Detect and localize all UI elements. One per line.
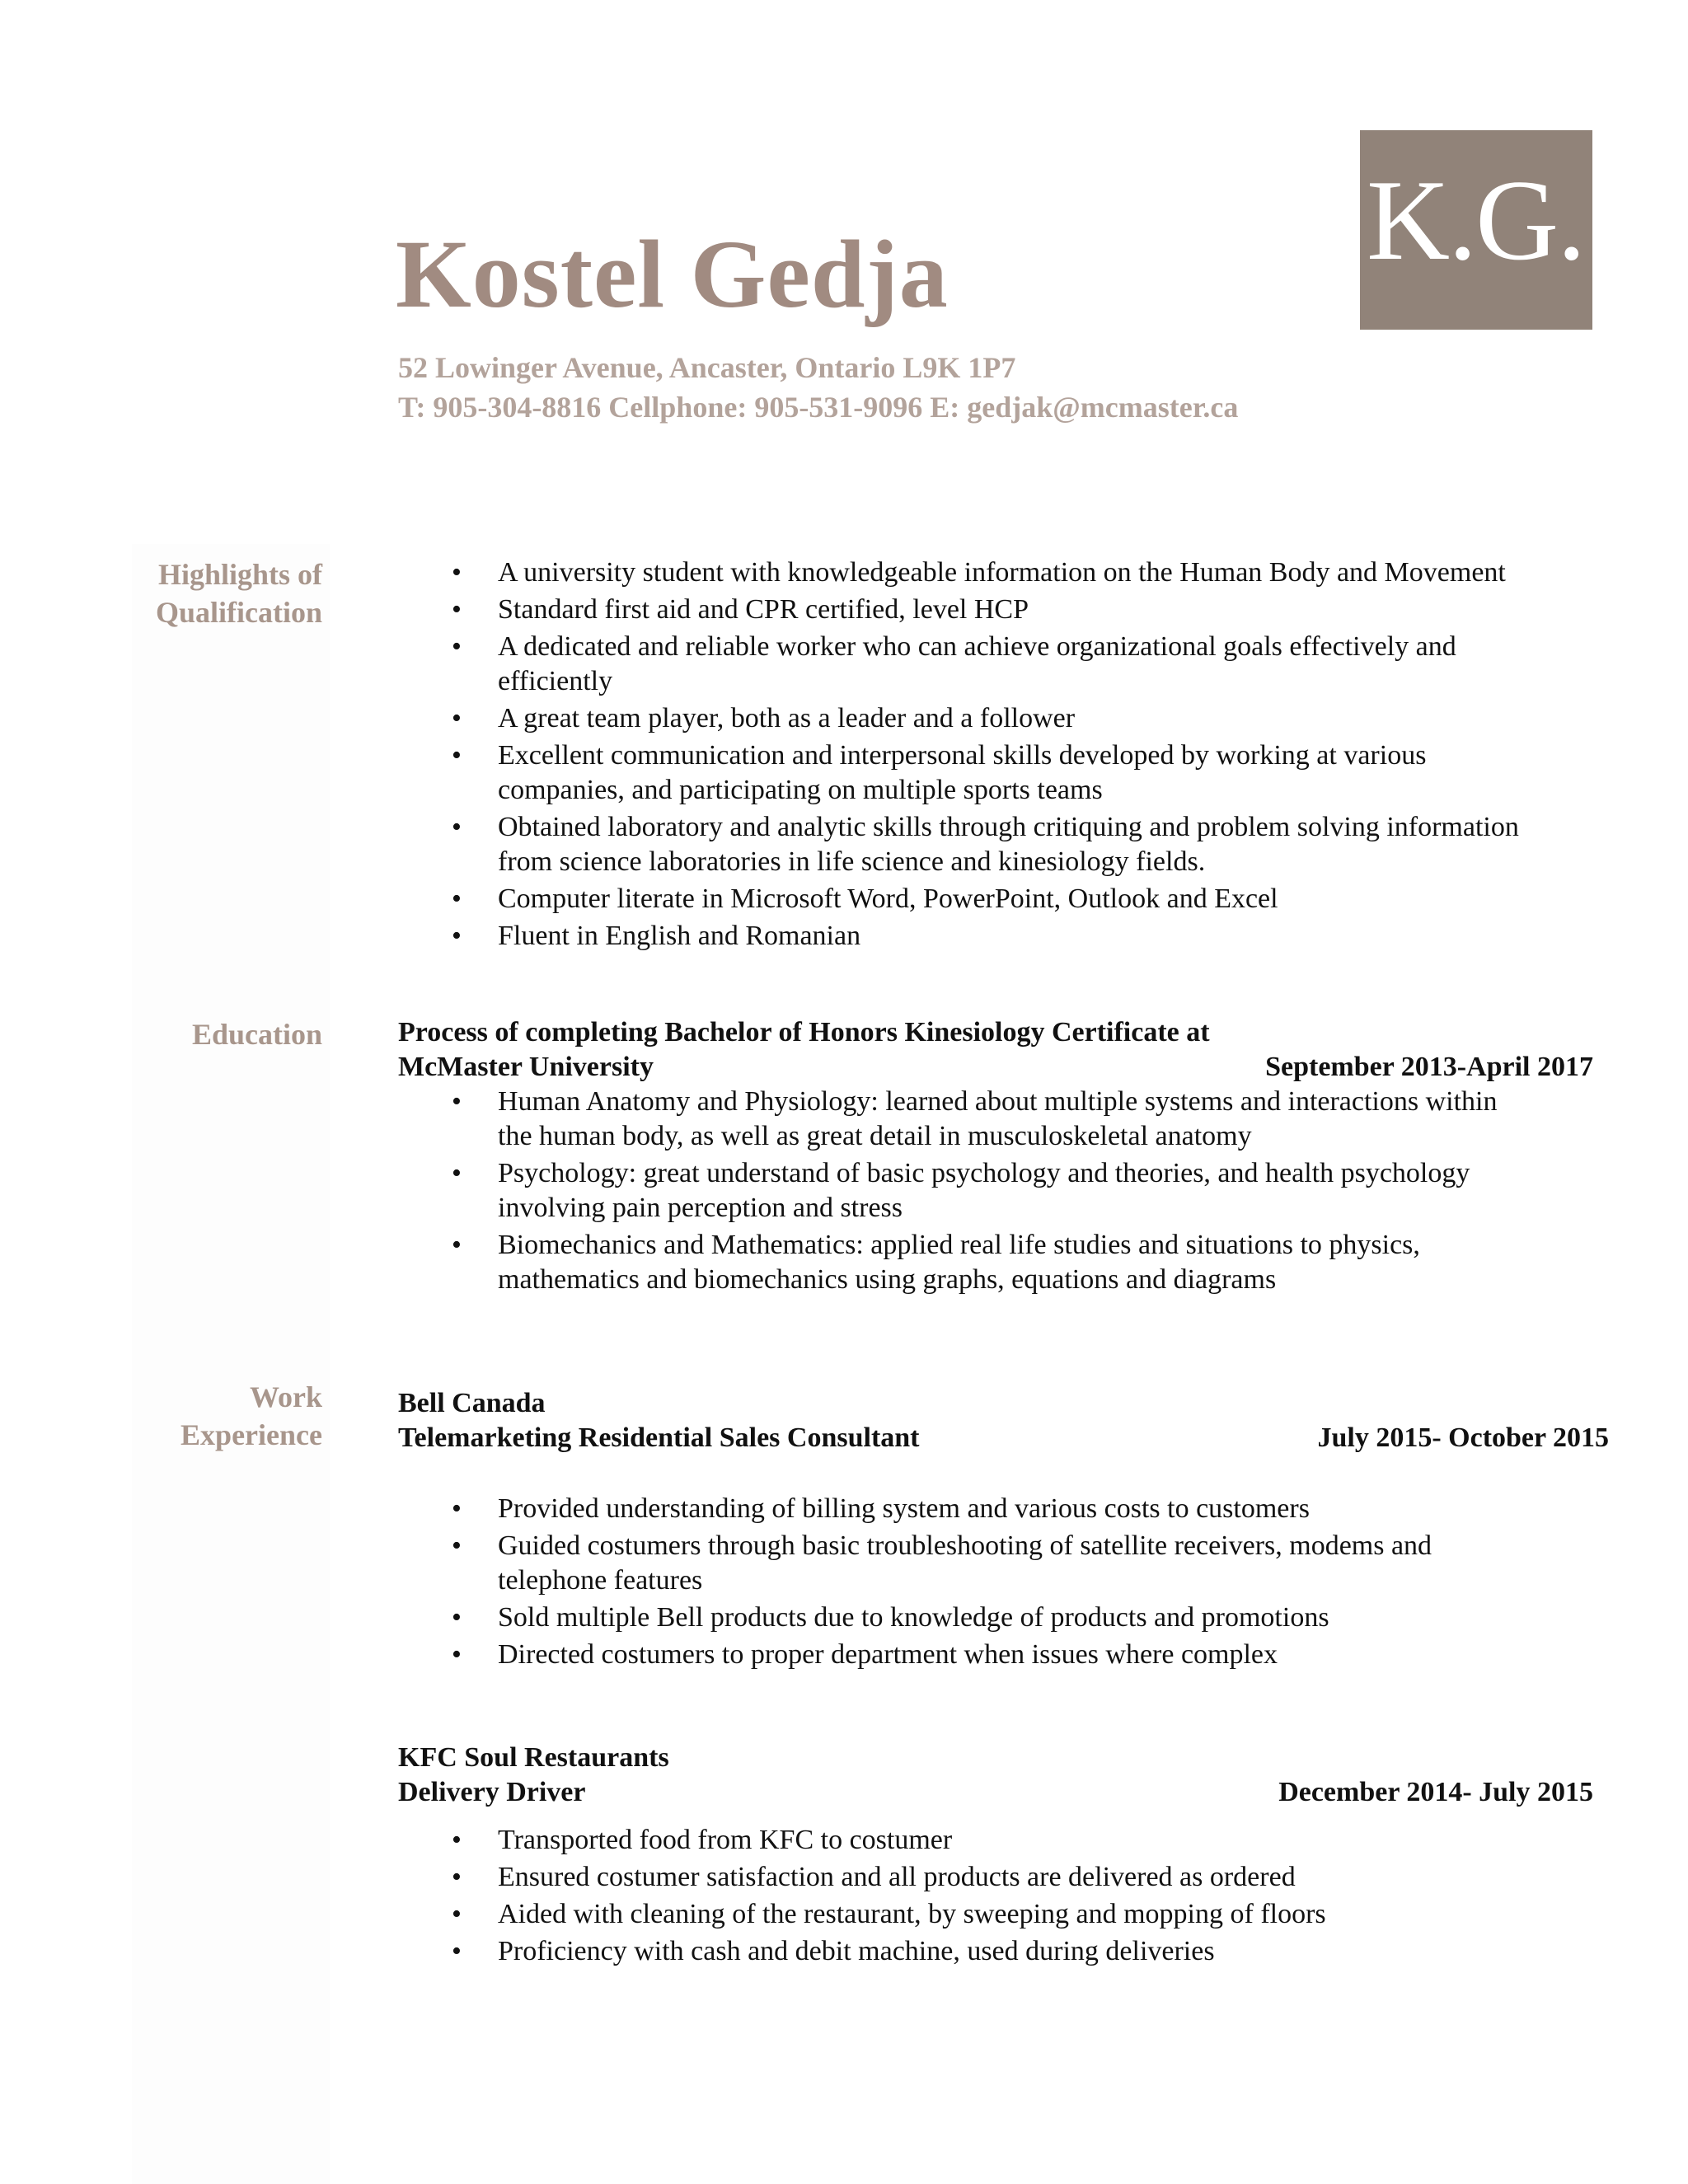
job-company: Bell Canada (398, 1388, 546, 1418)
job-dates: July 2015- October 2015 (1317, 1422, 1609, 1453)
bullet-item (452, 1529, 1432, 1598)
education-school: McMaster University (398, 1052, 654, 1082)
bullet-text-line: Directed costumers to proper department when issues where complex (498, 1639, 1278, 1670)
bullet-item (452, 1492, 1432, 1526)
bullet-item (452, 630, 1519, 699)
work-label-line2: Experience (181, 1418, 322, 1451)
bullet-text-line: Transported food from KFC to costumer (498, 1825, 953, 1855)
bullet-icon: • (452, 703, 462, 733)
highlights-list (452, 555, 1519, 956)
education-section-label (192, 1015, 322, 1053)
bullet-text-line: companies, and participating on multiple sports teams (498, 775, 1103, 805)
bullet-icon: • (452, 1899, 462, 1929)
bullet-item (452, 882, 1519, 916)
bullet-text-line: Psychology: great understand of basic psychology and theories, and health psychology (498, 1158, 1470, 1188)
bullet-icon: • (452, 740, 462, 771)
bullet-icon: • (452, 557, 462, 588)
bullet-text-line: Provided understanding of billing system and various costs to customers (498, 1493, 1310, 1524)
bullet-icon: • (452, 1862, 462, 1892)
bullet-text-line: mathematics and biomechanics using graphs, equations and diagrams (498, 1264, 1277, 1295)
job-role: Telemarketing Residential Sales Consultant (398, 1422, 920, 1453)
bullet-item (452, 1860, 1326, 1895)
job-dates: December 2014- July 2015 (1278, 1777, 1593, 1807)
bullet-text-line: Proficiency with cash and debit machine, used during deliveries (498, 1936, 1215, 1966)
bullet-icon: • (452, 1825, 462, 1855)
bullet-item (452, 1934, 1326, 1969)
education-title: Process of completing Bachelor of Honors Kinesiology Certificate at (398, 1017, 1210, 1047)
left-column-background (132, 544, 330, 2184)
highlights-label-line2: Qualification (155, 596, 322, 629)
bullet-text-line: Sold multiple Bell products due to knowledge of products and promotions (498, 1602, 1329, 1633)
bullet-text-line: Guided costumers through basic troubleshooting of satellite receivers, modems and (498, 1530, 1432, 1561)
bullet-item (452, 1897, 1326, 1932)
bullet-text-line: Biomechanics and Mathematics: applied real life studies and situations to physics, (498, 1230, 1420, 1260)
highlights-label-line1: Highlights of (157, 558, 322, 591)
bullet-text-line: Fluent in English and Romanian (498, 921, 861, 951)
bullet-item (452, 810, 1519, 879)
bullet-item (452, 1085, 1498, 1154)
education-dates: September 2013-April 2017 (1265, 1052, 1593, 1082)
bullet-icon: • (452, 1639, 462, 1670)
bullet-text-line: A dedicated and reliable worker who can achieve organizational goals effectively and (498, 631, 1456, 662)
bullet-item (452, 593, 1519, 627)
bullet-text-line: efficiently (498, 666, 613, 696)
contact-line: T: 905-304-8816 Cellphone: 905-531-9096 E: gedjak@mcmaster.ca (398, 391, 1239, 424)
monogram-logo (1360, 130, 1592, 330)
bullet-item (452, 919, 1519, 954)
bullet-icon: • (452, 1086, 462, 1117)
bullet-icon: • (452, 1530, 462, 1561)
bullet-text-line: Excellent communication and interpersonal skills developed by working at various (498, 740, 1427, 771)
bullet-text-line: Aided with cleaning of the restaurant, by sweeping and mopping of floors (498, 1899, 1326, 1929)
bullet-icon: • (452, 1158, 462, 1188)
bullet-item (452, 1638, 1432, 1672)
bullet-text-line: Obtained laboratory and analytic skills through critiquing and problem solving information (498, 812, 1519, 842)
education-label: Education (191, 1018, 322, 1051)
bullet-item (452, 1156, 1498, 1226)
bullet-item (452, 1228, 1498, 1297)
bullet-icon: • (452, 594, 462, 625)
highlights-section-label (156, 555, 322, 631)
work-section-label (181, 1378, 322, 1454)
job-role: Delivery Driver (398, 1777, 586, 1807)
bullet-item (452, 738, 1519, 808)
bullet-item (452, 701, 1519, 736)
bullet-icon: • (452, 1493, 462, 1524)
bullet-icon: • (452, 1936, 462, 1966)
bullet-item (452, 1823, 1326, 1858)
bullet-text-line: A great team player, both as a leader and a follower (498, 703, 1076, 733)
bullet-text-line: Ensured costumer satisfaction and all products are delivered as ordered (498, 1862, 1296, 1892)
bullet-text-line: from science laboratories in life science and kinesiology fields. (498, 846, 1206, 877)
work-label-line1: Work (249, 1380, 322, 1413)
education-list (452, 1085, 1498, 1300)
bullet-icon: • (452, 1230, 462, 1260)
job-duties-list (452, 1823, 1326, 1971)
bullet-text-line: Standard first aid and CPR certified, level HCP (498, 594, 1029, 625)
bullet-item (452, 1601, 1432, 1635)
job-duties-list (452, 1492, 1432, 1675)
bullet-icon: • (452, 883, 462, 914)
bullet-icon: • (452, 1602, 462, 1633)
monogram-text: K.G. (1367, 157, 1585, 284)
bullet-icon: • (452, 921, 462, 951)
bullet-icon: • (452, 812, 462, 842)
bullet-icon: • (452, 631, 462, 662)
bullet-text-line: involving pain perception and stress (498, 1193, 903, 1223)
bullet-text-line: Human Anatomy and Physiology: learned about multiple systems and interactions within (498, 1086, 1498, 1117)
bullet-text-line: the human body, as well as great detail in musculoskeletal anatomy (498, 1121, 1252, 1151)
candidate-name: Kostel Gedja (396, 220, 949, 328)
address-line: 52 Lowinger Avenue, Ancaster, Ontario L9K 1P7 (398, 351, 1016, 384)
job-company: KFC Soul Restaurants (398, 1742, 669, 1773)
bullet-text-line: Computer literate in Microsoft Word, PowerPoint, Outlook and Excel (498, 883, 1278, 914)
bullet-text-line: A university student with knowledgeable information on the Human Body and Movement (498, 557, 1506, 588)
bullet-text-line: telephone features (498, 1565, 703, 1596)
bullet-item (452, 555, 1519, 590)
